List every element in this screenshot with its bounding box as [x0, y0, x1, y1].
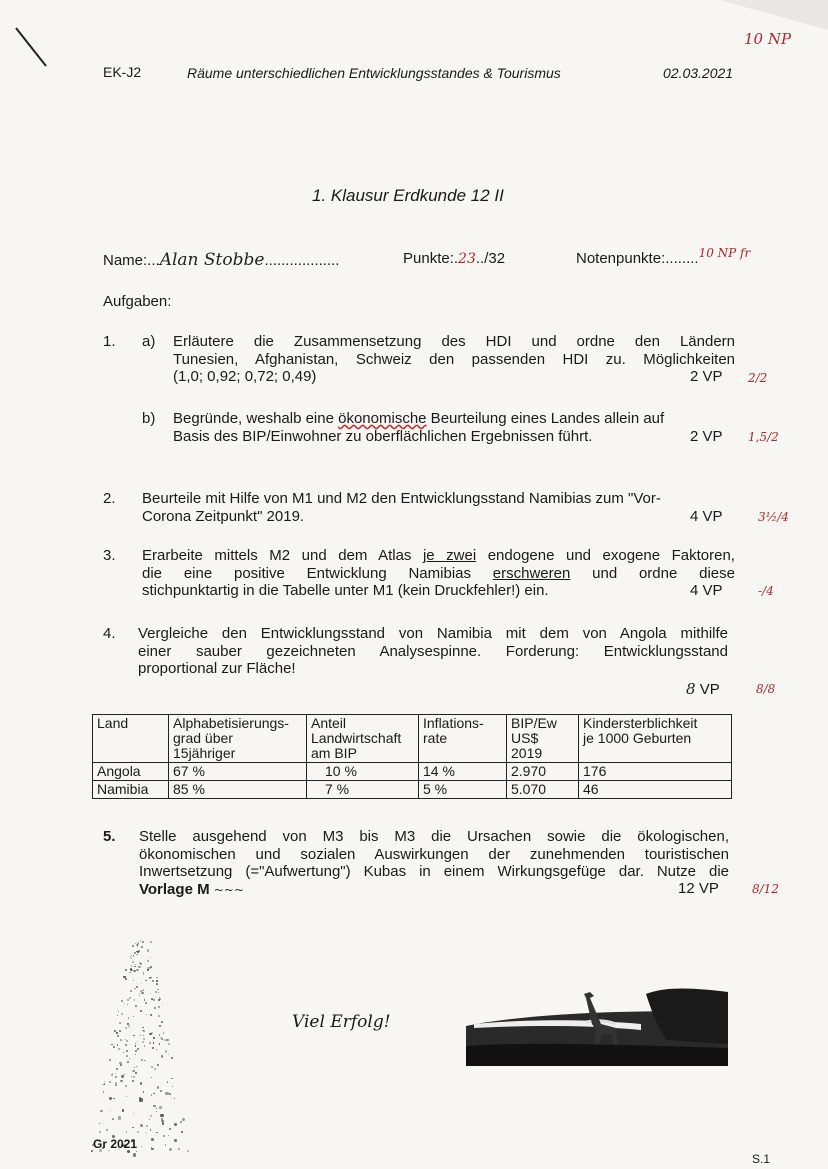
header-date: 02.03.2021 [663, 65, 734, 81]
speck [131, 965, 132, 966]
name-row [103, 250, 339, 270]
speck [133, 980, 134, 981]
speck [160, 1090, 162, 1092]
speck [174, 1123, 177, 1126]
speck [158, 992, 159, 993]
speck [127, 1023, 128, 1024]
name-label: Name:... [103, 252, 160, 269]
speck [129, 997, 131, 999]
speck [134, 999, 135, 1000]
speck [137, 1048, 139, 1050]
speck [140, 1035, 141, 1036]
speck [137, 1131, 139, 1133]
points-label: Punkte:. [403, 250, 459, 267]
course-code: EK-J2 [103, 64, 142, 80]
name-dots: .................. [264, 252, 340, 269]
speck [154, 1068, 156, 1070]
speck [117, 1044, 119, 1046]
speck [147, 960, 149, 962]
speck [178, 1148, 180, 1150]
speck [152, 1047, 154, 1049]
speck [115, 1084, 117, 1086]
speck [143, 1035, 144, 1036]
speck [168, 1054, 169, 1055]
speck [117, 1015, 118, 1016]
speck [131, 958, 132, 959]
tasks-heading: Aufgaben: [103, 293, 172, 310]
speck [150, 1014, 152, 1016]
speck [119, 1030, 121, 1032]
speck [129, 1058, 130, 1059]
speck [142, 941, 144, 943]
speck [116, 1068, 118, 1070]
speck [146, 1014, 147, 1015]
speck [150, 957, 151, 958]
speck [181, 1131, 183, 1133]
speck [146, 1132, 147, 1133]
table-cell: Kindersterblichkeit je 1000 Geburten [579, 715, 732, 763]
speck [171, 1078, 172, 1079]
task-4-text: Vergleiche den Entwicklungsstand von Namibia mit dem von Angola mithilfe einer sauber gezeichneten Analysespinne. Forderung: Entwicklungsstand proportional zur Fläche! [138, 625, 728, 677]
speck [158, 1015, 160, 1017]
speck [135, 1005, 137, 1007]
speck [118, 1011, 119, 1012]
grade-label: Notenpunkte:........ [576, 250, 699, 267]
speck [128, 1026, 130, 1028]
top-grade-annotation: 10 NP [744, 30, 792, 48]
task-1b-vp: 2 VP [690, 428, 723, 445]
speck [158, 1006, 160, 1008]
underlined-erschweren: erschweren [492, 564, 571, 582]
speck [143, 973, 144, 974]
speck [110, 1110, 111, 1111]
speck [121, 1075, 123, 1077]
speck [115, 1073, 116, 1074]
table-cell: Angola [93, 763, 169, 781]
speck [156, 983, 158, 985]
speck [167, 1081, 168, 1082]
speck [120, 1064, 122, 1066]
speck [151, 1138, 154, 1141]
table-cell: Inflations- rate [419, 715, 507, 763]
speck [142, 1041, 144, 1043]
speck [109, 1059, 110, 1060]
speck [127, 999, 129, 1001]
speck [126, 1040, 128, 1042]
task-3-mark: -/4 [758, 584, 774, 598]
speck [141, 983, 142, 984]
speck [151, 1066, 153, 1068]
speck [152, 980, 154, 982]
speck [156, 1132, 158, 1134]
speck [165, 1050, 167, 1052]
speck [119, 1022, 121, 1024]
speck [134, 952, 136, 954]
speck [125, 978, 127, 980]
speck [132, 1080, 134, 1082]
speck [143, 1091, 144, 1092]
speck [125, 1039, 126, 1040]
speck [135, 1045, 137, 1047]
speck [126, 1055, 128, 1057]
speck [149, 1119, 150, 1120]
table-cell: 14 % [419, 763, 507, 781]
speckle-texture [90, 940, 210, 1160]
speck [129, 972, 130, 973]
speck [120, 1039, 122, 1041]
speck [161, 1038, 163, 1040]
speck [157, 989, 159, 991]
speck [111, 1044, 112, 1045]
closing-wishes: Viel Erfolg! [292, 1012, 391, 1032]
table-cell: 85 % [169, 781, 307, 799]
speck [136, 1151, 137, 1152]
speck [136, 986, 138, 988]
speck [118, 1116, 121, 1119]
speck [126, 1096, 127, 1097]
speck [135, 1043, 136, 1044]
speck [111, 1074, 113, 1076]
speck [120, 1080, 122, 1082]
speck [166, 1039, 168, 1041]
speck [132, 961, 134, 963]
speck [159, 1025, 161, 1027]
speck [144, 1045, 145, 1046]
speck [135, 943, 136, 944]
table-cell: Alphabetisierungs- grad über 15jähriger [169, 715, 307, 763]
task-2-number: 2. [103, 490, 116, 507]
speck [141, 1146, 142, 1147]
corner-pen-stroke [0, 0, 828, 120]
speck [155, 991, 157, 993]
speck [151, 1094, 153, 1096]
task-3-number: 3. [103, 547, 116, 564]
header-topic: Räume unterschiedlichen Entwicklungsstandes & Tourismus [187, 65, 561, 81]
speck [123, 1052, 124, 1053]
table-row [93, 781, 732, 799]
table-cell: 5.070 [507, 781, 579, 799]
speck [121, 1000, 123, 1002]
speck [139, 995, 140, 996]
task-1b-text: Begründe, weshalb eine ökonomische Beurteilung eines Landes allein auf Basis des BIP/Einwohner zu oberflächlichen Ergebnissen führt. [173, 410, 665, 445]
speck [162, 1122, 164, 1124]
speck [135, 1072, 137, 1074]
speck [117, 1035, 119, 1037]
speck [147, 969, 149, 971]
speck [153, 999, 155, 1001]
table-row [93, 763, 732, 781]
task-5-number: 5. [103, 828, 116, 845]
speck [127, 1061, 129, 1063]
speck [130, 990, 132, 992]
speck [163, 1032, 164, 1033]
speck [112, 1118, 114, 1120]
table-cell: 5 % [419, 781, 507, 799]
task-5-text: Stelle ausgehend von M3 bis M3 die Ursachen sowie die ökologischen, ökonomischen und sozialen Auswirkungen der zunehmenden touristischen Inwertsetzung (="Aufwertung") Kubas in einem Wirkungsgefüge dar. Nutze die Vorlage M ~~~ [139, 828, 729, 898]
giraffe-landscape-image [466, 984, 728, 1066]
speck [153, 1042, 154, 1043]
speck [149, 977, 151, 979]
speck [168, 1135, 169, 1136]
speck [141, 1059, 143, 1061]
table-cell: 176 [579, 763, 732, 781]
task-1a-mark: 2/2 [748, 371, 768, 385]
speck [142, 992, 144, 994]
speck [133, 1153, 136, 1156]
task-4-vp-handwritten: 8 [686, 680, 696, 698]
speck [99, 1123, 100, 1124]
speck [140, 1124, 143, 1127]
speck [156, 980, 157, 981]
speck [114, 1030, 116, 1032]
speck [174, 1098, 175, 1099]
speck [100, 1110, 102, 1112]
speck [128, 1017, 129, 1018]
task-2-text: Beurteile mit Hilfe von M1 und M2 den Entwicklungsstand Namibias zum "Vor- Corona Zeitpunkt" 2019. [142, 490, 661, 525]
speck [156, 1108, 158, 1110]
speck [151, 1077, 152, 1078]
speck [104, 1081, 105, 1082]
speck [150, 966, 152, 968]
speck [162, 1055, 163, 1056]
speck [151, 1148, 153, 1150]
speck [113, 1046, 114, 1047]
speck [126, 1131, 128, 1133]
speck [154, 1007, 156, 1009]
speck [103, 1091, 104, 1092]
underlined-je-zwei: je zwei [422, 547, 477, 564]
speck [153, 1093, 154, 1094]
points-value: 23 [458, 251, 476, 267]
speck [171, 1057, 173, 1059]
speck [149, 1042, 151, 1044]
speck [140, 1010, 141, 1011]
speck [169, 1148, 172, 1151]
speck [109, 1097, 112, 1100]
speck [136, 1066, 137, 1067]
speck [182, 1118, 185, 1121]
footer-code: Gr 2021 [93, 1137, 138, 1151]
speck [135, 1054, 136, 1055]
speck [133, 1076, 135, 1078]
table-cell: 2.970 [507, 763, 579, 781]
task-1a-vp: 2 VP [690, 368, 723, 385]
speck [136, 954, 137, 955]
table-cell: 46 [579, 781, 732, 799]
speck [99, 1131, 102, 1134]
speck [156, 1111, 157, 1112]
task-4-mark: 8/8 [756, 682, 776, 696]
table-cell: Anteil Landwirtschaft am BIP [307, 715, 419, 763]
speck [145, 1002, 147, 1004]
task-1-number: 1. [103, 333, 116, 350]
grade-row [576, 246, 751, 267]
speck [187, 1150, 189, 1152]
task-4-number: 4. [103, 625, 116, 642]
speck [134, 988, 135, 989]
speck [160, 1114, 163, 1117]
speck [137, 945, 139, 947]
task-1b-label: b) [142, 410, 156, 427]
speck [172, 1086, 173, 1087]
speck [136, 969, 138, 971]
table-header-row [93, 715, 732, 763]
speck [133, 955, 134, 956]
speck [141, 946, 143, 948]
speck [125, 1085, 127, 1087]
speck [163, 1135, 164, 1136]
speck [115, 1082, 117, 1084]
underlined-word-oekonomische: ökonomische [338, 410, 427, 427]
speck [157, 1064, 159, 1066]
speck [135, 1050, 137, 1052]
speck [146, 1125, 148, 1127]
speck [156, 977, 158, 979]
table-cell: BIP/Ew US$ 2019 [507, 715, 579, 763]
speck [134, 1067, 135, 1068]
speck [165, 1092, 168, 1095]
task-2-mark: 3½/4 [758, 510, 789, 524]
speck [162, 1003, 163, 1004]
task-1a-text: Erläutere die Zusammensetzung des HDI und ordne den Ländern Tunesien, Afghanistan, Schweiz den passenden HDI zu. Möglichkeiten (1,0; 0,92; 0,72; 0,49) [173, 333, 735, 385]
country-comparison-table [92, 714, 732, 799]
speck [121, 1013, 123, 1015]
exam-title: 1. Klausur Erdkunde 12 II [312, 186, 504, 205]
speck [125, 1044, 127, 1046]
points-row [403, 250, 505, 267]
task-5-mark: 8/12 [752, 882, 779, 896]
speck [151, 1032, 153, 1034]
speck [150, 993, 151, 994]
speck [159, 1034, 161, 1036]
speck [134, 966, 136, 968]
speck [132, 1127, 134, 1129]
task-2-vp: 4 VP [690, 508, 723, 525]
task-3-vp: 4 VP [690, 582, 723, 599]
table-cell: 10 % [307, 763, 419, 781]
task-3-text: Erarbeite mittels M2 und dem Atlas je zwei endogene und exogene Faktoren, die eine positive Entwicklung Namibias erschweren und ordne diese stichpunktartig in die Tabelle unter M1 (kein Druckfehler!) ein. [142, 547, 735, 599]
speck [153, 1105, 155, 1107]
speck [125, 969, 127, 971]
speck [116, 1032, 117, 1033]
speck [169, 1128, 171, 1130]
speck [124, 1003, 125, 1004]
speck [132, 945, 134, 947]
speck [133, 1035, 135, 1037]
speck [133, 1113, 134, 1114]
speck [150, 1129, 151, 1130]
speck [140, 990, 142, 992]
speck [180, 1121, 182, 1123]
task-5-vp: 12 VP [678, 880, 719, 897]
speck [109, 1081, 111, 1083]
speck [118, 1048, 120, 1050]
vorlage-scribble-icon: ~~~ [213, 882, 244, 897]
speck [104, 1083, 106, 1085]
student-name: Alan Stobbe [159, 250, 265, 270]
speck [133, 1016, 134, 1017]
speck [159, 1106, 162, 1109]
speck [123, 976, 125, 978]
table-cell: Land [93, 715, 169, 763]
speck [157, 1086, 159, 1088]
speck [125, 1027, 127, 1029]
speck [142, 1027, 144, 1029]
speck [144, 1060, 145, 1061]
task-1b-mark: 1,5/2 [748, 430, 779, 444]
speck [174, 1139, 177, 1142]
speck [153, 1037, 155, 1039]
page-corner-mark: S.1 [752, 1152, 771, 1166]
speck [168, 1043, 170, 1045]
speck [137, 1041, 139, 1043]
task-4-vp: 8 VP [686, 680, 720, 698]
speck [126, 1050, 128, 1052]
speck [133, 970, 135, 972]
speck [161, 1021, 163, 1023]
speck [159, 998, 161, 1000]
speck [143, 1038, 145, 1040]
table-cell: Namibia [93, 781, 169, 799]
speck [113, 1098, 114, 1099]
speck [138, 966, 140, 968]
speck [169, 1093, 171, 1095]
speck [142, 1030, 143, 1031]
speck [147, 949, 149, 951]
speck [106, 1129, 107, 1130]
speck [145, 980, 146, 981]
speck [115, 1076, 117, 1078]
grade-value: 10 NP fr [698, 246, 751, 260]
task-1a-label: a) [142, 333, 156, 350]
speck [127, 1004, 128, 1005]
speck [150, 1115, 152, 1117]
table-cell: 7 % [307, 781, 419, 799]
speck [150, 941, 152, 943]
speck [130, 956, 131, 957]
speck [165, 1144, 166, 1145]
points-max: ../32 [475, 250, 506, 267]
speck [156, 1049, 158, 1051]
speck [144, 999, 145, 1000]
speck [139, 1098, 142, 1101]
speck [140, 1082, 142, 1084]
speck [159, 1043, 161, 1045]
table-cell: 67 % [169, 763, 307, 781]
speck [122, 1109, 125, 1112]
